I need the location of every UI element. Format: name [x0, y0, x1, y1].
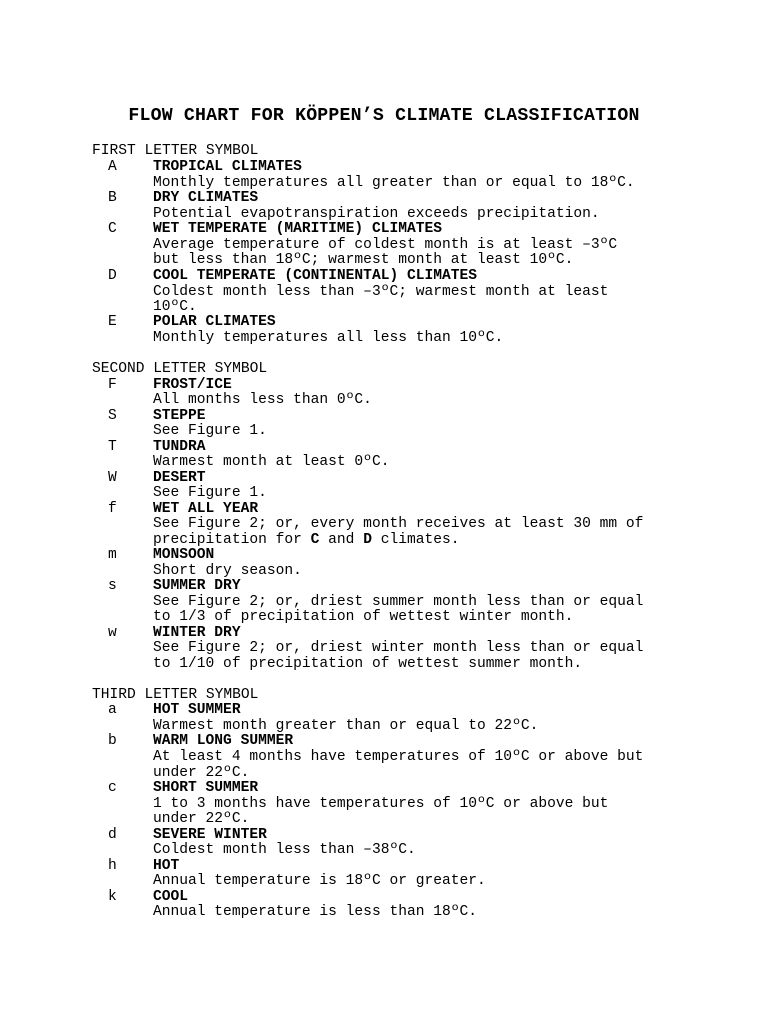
climate-desc-w-line2: to 1/10 of precipitation of wettest summer month.	[153, 656, 583, 672]
climate-desc-b-line2: under 22ºC.	[153, 765, 250, 781]
climate-name-w: WINTER DRY	[153, 625, 241, 641]
symbol-f: f	[108, 501, 117, 517]
climate-name-S: STEPPE	[153, 408, 206, 424]
climate-desc-C-line1: Average temperature of coldest month is at least –3ºC	[153, 237, 618, 253]
climate-desc-d: Coldest month less than –38ºC.	[153, 842, 416, 858]
climate-name-a: HOT SUMMER	[153, 702, 241, 718]
climate-desc-s-line1: See Figure 2; or, driest summer month less than or equal	[153, 594, 644, 610]
climate-desc-w-line1: See Figure 2; or, driest winter month less than or equal	[153, 640, 644, 656]
climate-name-C: WET TEMPERATE (MARITIME) CLIMATES	[153, 221, 443, 237]
climate-name-m: MONSOON	[153, 547, 215, 563]
climate-desc-W: See Figure 1.	[153, 485, 267, 501]
climate-desc-c-line2: under 22ºC.	[153, 811, 250, 827]
section-heading-third: THIRD LETTER SYMBOL	[92, 687, 259, 703]
climate-desc-h: Annual temperature is 18ºC or greater.	[153, 873, 486, 889]
symbol-k: k	[108, 889, 117, 905]
climate-desc-F: All months less than 0ºC.	[153, 392, 372, 408]
climate-desc-S: See Figure 1.	[153, 423, 267, 439]
desc-f-mid: and	[319, 532, 364, 548]
climate-desc-B: Potential evapotranspiration exceeds precipitation.	[153, 206, 600, 222]
climate-desc-s-line2: to 1/3 of precipitation of wettest winter month.	[153, 609, 574, 625]
climate-desc-a: Warmest month greater than or equal to 22ºC.	[153, 718, 539, 734]
section-heading-first: FIRST LETTER SYMBOL	[92, 143, 259, 159]
symbol-d: d	[108, 827, 117, 843]
symbol-A: A	[108, 159, 117, 175]
climate-desc-f-line1: See Figure 2; or, every month receives at least 30 mm of	[153, 516, 644, 532]
climate-name-b: WARM LONG SUMMER	[153, 733, 294, 749]
climate-desc-D-line1: Coldest month less than –3ºC; warmest month at least	[153, 284, 609, 300]
page-title: FLOW CHART FOR KÖPPEN’S CLIMATE CLASSIFICATION	[128, 106, 640, 126]
climate-desc-C-line2: but less than 18ºC; warmest month at least 10ºC.	[153, 252, 574, 268]
climate-name-F: FROST/ICE	[153, 377, 232, 393]
symbol-S: S	[108, 408, 117, 424]
symbol-c: c	[108, 780, 117, 796]
climate-desc-T: Warmest month at least 0ºC.	[153, 454, 390, 470]
symbol-s: s	[108, 578, 117, 594]
symbol-h: h	[108, 858, 117, 874]
climate-name-c: SHORT SUMMER	[153, 780, 259, 796]
symbol-a: a	[108, 702, 117, 718]
symbol-T: T	[108, 439, 117, 455]
desc-f-bold-C: C	[310, 532, 320, 548]
symbol-W: W	[108, 470, 117, 486]
climate-name-f: WET ALL YEAR	[153, 501, 259, 517]
climate-name-W: DESERT	[153, 470, 206, 486]
section-heading-second: SECOND LETTER SYMBOL	[92, 361, 268, 377]
climate-desc-k: Annual temperature is less than 18ºC.	[153, 904, 478, 920]
climate-desc-f-line2	[153, 532, 460, 548]
symbol-w: w	[108, 625, 117, 641]
symbol-m: m	[108, 547, 117, 563]
climate-name-h: HOT	[153, 858, 180, 874]
climate-name-B: DRY CLIMATES	[153, 190, 259, 206]
climate-name-E: POLAR CLIMATES	[153, 314, 276, 330]
desc-f-bold-D: D	[363, 532, 372, 548]
desc-f-pre: precipitation for	[153, 532, 311, 548]
symbol-b: b	[108, 733, 117, 749]
symbol-D: D	[108, 268, 117, 284]
symbol-C: C	[108, 221, 117, 237]
climate-desc-D-line2: 10ºC.	[153, 299, 197, 315]
symbol-B: B	[108, 190, 117, 206]
climate-desc-E: Monthly temperatures all less than 10ºC.	[153, 330, 504, 346]
climate-name-k: COOL	[153, 889, 189, 905]
climate-desc-A: Monthly temperatures all greater than or equal to 18ºC.	[153, 175, 635, 191]
climate-desc-c-line1: 1 to 3 months have temperatures of 10ºC or above but	[153, 796, 609, 812]
desc-f-post: climates.	[371, 532, 460, 548]
climate-desc-m: Short dry season.	[153, 563, 302, 579]
symbol-E: E	[108, 314, 117, 330]
climate-name-d: SEVERE WINTER	[153, 827, 267, 843]
climate-name-T: TUNDRA	[153, 439, 206, 455]
symbol-F: F	[108, 377, 117, 393]
climate-desc-b-line1: At least 4 months have temperatures of 10ºC or above but	[153, 749, 644, 765]
climate-name-A: TROPICAL CLIMATES	[153, 159, 302, 175]
climate-name-s: SUMMER DRY	[153, 578, 241, 594]
climate-name-D: COOL TEMPERATE (CONTINENTAL) CLIMATES	[153, 268, 478, 284]
